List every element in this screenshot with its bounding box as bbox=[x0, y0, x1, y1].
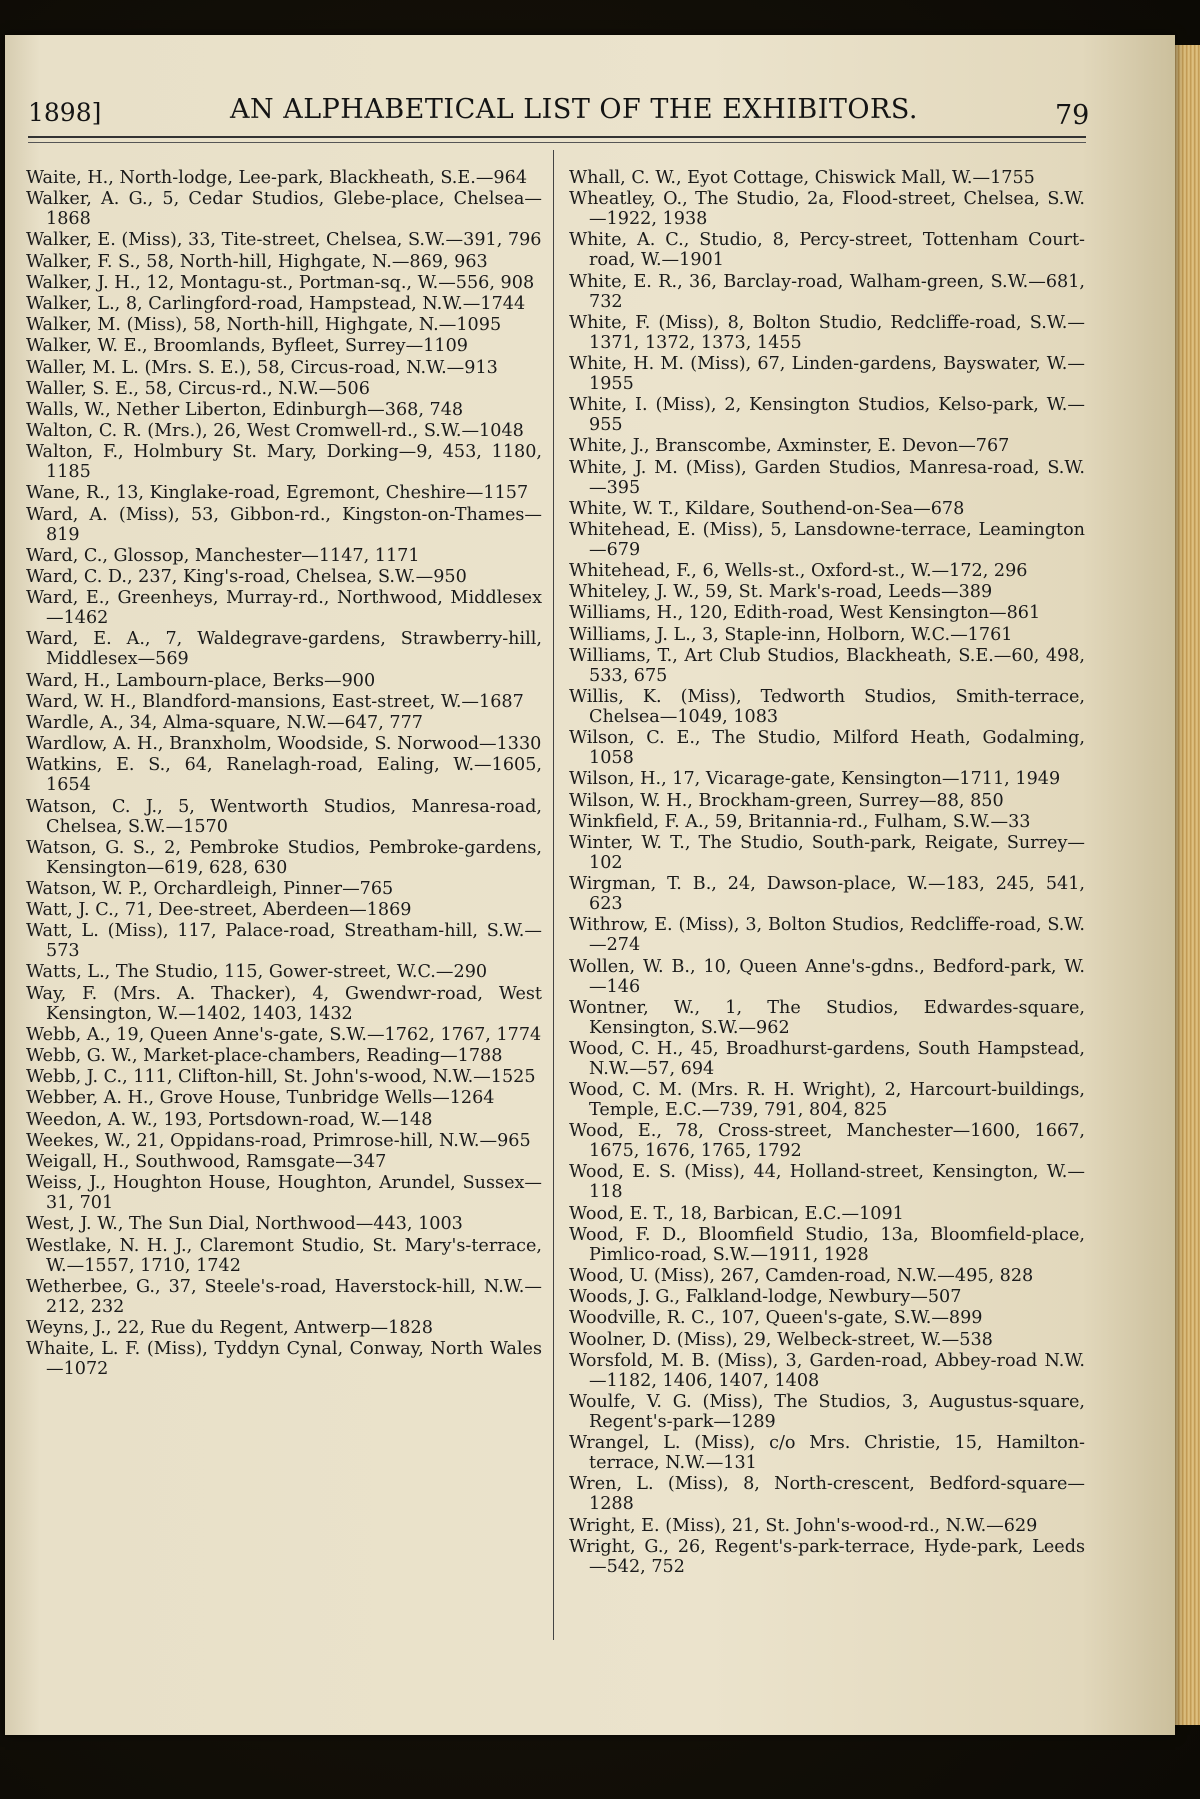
exhibitor-entry: Webb, A., 19, Queen Anne's-gate, S.W.—1762, 1767, 1774 bbox=[26, 1024, 542, 1045]
exhibitor-entry: Weekes, W., 21, Oppidans-road, Primrose-hill, N.W.—965 bbox=[26, 1130, 531, 1151]
exhibitor-entry: Weedon, A. W., 193, Portsdown-road, W.—148 bbox=[26, 1109, 433, 1130]
exhibitor-entry: Waite, H., North-lodge, Lee-park, Blackheath, S.E.—964 bbox=[26, 168, 528, 188]
exhibitor-entry: Woulfe, V. G. (Miss), The Studios, 3, Augustus-square, Regent's-park—1289 bbox=[569, 1391, 1085, 1432]
exhibitor-entry: Walker, E. (Miss), 33, Tite-street, Chelsea, S.W.—391, 796 bbox=[26, 230, 542, 251]
header-title: AN ALPHABETICAL LIST OF THE EXHIBITORS. bbox=[230, 94, 918, 125]
exhibitor-entry: White, A. C., Studio, 8, Percy-street, Tottenham Court-road, W.—1901 bbox=[569, 230, 1085, 271]
exhibitor-entry: Willis, K. (Miss), Tedworth Studios, Smith-terrace, Chelsea—1049, 1083 bbox=[569, 687, 1085, 727]
exhibitor-entry: Wright, G., 26, Regent's-park-terrace, Hyde-park, Leeds—542, 752 bbox=[569, 1536, 1085, 1577]
column-divider bbox=[553, 150, 554, 1640]
exhibitor-entry: Walker, J. H., 12, Montagu-st., Portman-sq., W.—556, 908 bbox=[26, 272, 535, 293]
exhibitor-entry: Wirgman, T. B., 24, Dawson-place, W.—183, 245, 541, 623 bbox=[569, 874, 1085, 915]
exhibitor-entry: Wright, E. (Miss), 21, St. John's-wood-rd., N.W.—629 bbox=[569, 1515, 1038, 1536]
exhibitor-entry: Winkfield, F. A., 59, Britannia-rd., Fulham, S.W.—33 bbox=[569, 811, 1031, 832]
exhibitor-entry: Watt, L. (Miss), 117, Palace-road, Streatham-hill, S.W.—573 bbox=[26, 921, 542, 962]
exhibitor-entry: Watson, G. S., 2, Pembroke Studios, Pembroke-gardens, Kensington—619, 628, 630 bbox=[26, 837, 542, 878]
exhibitor-entry: Wane, R., 13, Kinglake-road, Egremont, Cheshire—1157 bbox=[26, 483, 529, 504]
exhibitor-entry: Whitehead, F., 6, Wells-st., Oxford-st., W.—172, 296 bbox=[569, 561, 1028, 582]
exhibitor-entry: Weigall, H., Southwood, Ramsgate—347 bbox=[26, 1151, 387, 1172]
exhibitor-entry: Wood, C. H., 45, Broadhurst-gardens, South Hampstead, N.W.—57, 694 bbox=[569, 1038, 1085, 1079]
exhibitor-entry: White, E. R., 36, Barclay-road, Walham-green, S.W.—681, 732 bbox=[569, 271, 1085, 312]
exhibitor-entry: Walker, F. S., 58, North-hill, Highgate, N.—869, 963 bbox=[26, 251, 488, 272]
exhibitor-entry: Woolner, D. (Miss), 29, Welbeck-street, W.—538 bbox=[569, 1329, 993, 1350]
exhibitor-entry: West, J. W., The Sun Dial, Northwood—443, 1003 bbox=[26, 1214, 463, 1235]
exhibitor-entry: White, J., Branscombe, Axminster, E. Devon—767 bbox=[569, 436, 1010, 457]
exhibitor-entry: Worsfold, M. B. (Miss), 3, Garden-road, Abbey-road N.W.—1182, 1406, 1407, 1408 bbox=[569, 1350, 1085, 1391]
exhibitor-entry: Wilson, W. H., Brockham-green, Surrey—88, 850 bbox=[569, 790, 1004, 811]
exhibitor-entry: Wren, L. (Miss), 8, North-crescent, Bedford-square—1288 bbox=[569, 1474, 1085, 1515]
left-column bbox=[26, 168, 542, 1380]
exhibitor-entry: Wheatley, O., The Studio, 2a, Flood-street, Chelsea, S.W.—1922, 1938 bbox=[569, 189, 1085, 230]
exhibitor-entry: Whiteley, J. W., 59, St. Mark's-road, Leeds—389 bbox=[569, 582, 993, 603]
book-page-edge bbox=[1175, 45, 1200, 1725]
exhibitor-entry: Williams, J. L., 3, Staple-inn, Holborn, W.C.—1761 bbox=[569, 624, 1013, 645]
exhibitor-entry: Webb, G. W., Market-place-chambers, Reading—1788 bbox=[26, 1046, 503, 1066]
exhibitor-entry: Walker, A. G., 5, Cedar Studios, Glebe-place, Chelsea—1868 bbox=[26, 189, 542, 230]
exhibitor-entry: White, I. (Miss), 2, Kensington Studios, Kelso-park, W.—955 bbox=[569, 395, 1085, 436]
exhibitor-entry: Westlake, N. H. J., Claremont Studio, St. Mary's-terrace, W.—1557, 1710, 1742 bbox=[26, 1235, 542, 1276]
exhibitor-entry: Ward, A. (Miss), 53, Gibbon-rd., Kingston-on-Thames—819 bbox=[26, 504, 542, 545]
exhibitor-entry: Weyns, J., 22, Rue du Regent, Antwerp—1828 bbox=[26, 1317, 433, 1338]
exhibitor-entry: Wood, C. M. (Mrs. R. H. Wright), 2, Harcourt-buildings, Temple, E.C.—739, 791, 804, 825 bbox=[569, 1080, 1085, 1121]
exhibitor-entry: Wardlow, A. H., Branxholm, Woodside, S. Norwood—1330 bbox=[26, 734, 542, 755]
exhibitor-entry: Weiss, J., Houghton House, Houghton, Arundel, Sussex—31, 701 bbox=[26, 1173, 542, 1214]
exhibitor-entry: Wood, F. D., Bloomfield Studio, 13a, Bloomfield-place, Pimlico-road, S.W.—1911, 1928 bbox=[569, 1224, 1085, 1265]
page-header bbox=[20, 88, 1090, 132]
header-rule-thin bbox=[28, 142, 1086, 143]
exhibitor-entry: Waller, S. E., 58, Circus-rd., N.W.—506 bbox=[26, 378, 370, 399]
exhibitor-entry: Woodville, R. C., 107, Queen's-gate, S.W.—899 bbox=[569, 1308, 983, 1329]
header-rule bbox=[28, 136, 1086, 138]
exhibitor-entry: Watkins, E. S., 64, Ranelagh-road, Ealing, W.—1605, 1654 bbox=[26, 755, 542, 796]
exhibitor-entry: White, H. M. (Miss), 67, Linden-gardens, Bayswater, W.—1955 bbox=[569, 353, 1085, 394]
exhibitor-entry: Walker, M. (Miss), 58, North-hill, Highgate, N.—1095 bbox=[26, 315, 502, 336]
exhibitor-entry: Wilson, C. E., The Studio, Milford Heath, Godalming, 1058 bbox=[569, 728, 1085, 769]
exhibitor-entry: Ward, C., Glossop, Manchester—1147, 1171 bbox=[26, 545, 420, 566]
exhibitor-entry: Webber, A. H., Grove House, Tunbridge Wells—1264 bbox=[26, 1088, 495, 1109]
exhibitor-entry: Wilson, H., 17, Vicarage-gate, Kensington—1711, 1949 bbox=[569, 769, 1061, 790]
exhibitor-entry: Walton, C. R. (Mrs.), 26, West Cromwell-rd., S.W.—1048 bbox=[26, 421, 524, 442]
exhibitor-entry: White, F. (Miss), 8, Bolton Studio, Redcliffe-road, S.W.—1371, 1372, 1373, 1455 bbox=[569, 312, 1085, 353]
exhibitor-entry: Walton, F., Holmbury St. Mary, Dorking—9, 453, 1180, 1185 bbox=[26, 442, 542, 483]
exhibitor-entry: Waller, M. L. (Mrs. S. E.), 58, Circus-road, N.W.—913 bbox=[26, 357, 498, 378]
exhibitor-entry: Wood, E. S. (Miss), 44, Holland-street, Kensington, W.—118 bbox=[569, 1162, 1085, 1203]
exhibitor-entry: Ward, H., Lambourn-place, Berks—900 bbox=[26, 670, 376, 691]
header-year: 1898] bbox=[28, 98, 102, 127]
exhibitor-entry: White, J. M. (Miss), Garden Studios, Manresa-road, S.W.—395 bbox=[569, 457, 1085, 498]
exhibitor-entry: Whaite, L. F. (Miss), Tyddyn Cynal, Conway, North Wales—1072 bbox=[26, 1339, 542, 1380]
exhibitor-entry: Walls, W., Nether Liberton, Edinburgh—368, 748 bbox=[26, 399, 464, 420]
exhibitor-entry: Walker, W. E., Broomlands, Byfleet, Surrey—1109 bbox=[26, 336, 468, 357]
exhibitor-entry: Ward, E. A., 7, Waldegrave-gardens, Strawberry-hill, Middlesex—569 bbox=[26, 629, 542, 670]
exhibitor-entry: Ward, C. D., 237, King's-road, Chelsea, S.W.—950 bbox=[26, 567, 467, 587]
exhibitor-entry: Way, F. (Mrs. A. Thacker), 4, Gwendwr-road, West Kensington, W.—1402, 1403, 1432 bbox=[26, 983, 542, 1024]
exhibitor-entry: Winter, W. T., The Studio, South-park, Reigate, Surrey—102 bbox=[569, 832, 1085, 873]
exhibitor-entry: Watson, W. P., Orchardleigh, Pinner—765 bbox=[26, 878, 394, 899]
exhibitor-entry: Ward, E., Greenheys, Murray-rd., Northwood, Middlesex—1462 bbox=[26, 588, 542, 629]
exhibitor-entry: Walker, L., 8, Carlingford-road, Hampstead, N.W.—1744 bbox=[26, 293, 526, 314]
exhibitor-entry: Wood, U. (Miss), 267, Camden-road, N.W.—495, 828 bbox=[569, 1266, 1034, 1286]
exhibitor-entry: Wrangel, L. (Miss), c/o Mrs. Christie, 15, Hamilton-terrace, N.W.—131 bbox=[569, 1433, 1085, 1474]
exhibitor-entry: Williams, T., Art Club Studios, Blackheath, S.E.—60, 498, 533, 675 bbox=[569, 645, 1085, 686]
exhibitor-entry: Whall, C. W., Eyot Cottage, Chiswick Mall, W.—1755 bbox=[569, 168, 1035, 188]
exhibitor-entry: Webb, J. C., 111, Clifton-hill, St. John's-wood, N.W.—1525 bbox=[26, 1067, 536, 1088]
exhibitor-entry: Ward, W. H., Blandford-mansions, East-street, W.—1687 bbox=[26, 691, 524, 712]
exhibitor-entry: Watts, L., The Studio, 115, Gower-street, W.C.—290 bbox=[26, 962, 488, 983]
exhibitor-entry: Withrow, E. (Miss), 3, Bolton Studios, Redcliffe-road, S.W.—274 bbox=[569, 915, 1085, 956]
exhibitor-entry: Wetherbee, G., 37, Steele's-road, Haverstock-hill, N.W.—212, 232 bbox=[26, 1276, 542, 1317]
right-column bbox=[569, 168, 1085, 1578]
page-number: 79 bbox=[1055, 100, 1090, 131]
exhibitor-entry: Wollen, W. B., 10, Queen Anne's-gdns., Bedford-park, W.—146 bbox=[569, 956, 1085, 997]
exhibitor-entry: Whitehead, E. (Miss), 5, Lansdowne-terrace, Leamington—679 bbox=[569, 519, 1085, 560]
exhibitor-entry: Watt, J. C., 71, Dee-street, Aberdeen—1869 bbox=[26, 900, 412, 921]
exhibitor-entry: Wood, E. T., 18, Barbican, E.C.—1091 bbox=[569, 1203, 904, 1224]
exhibitor-entry: Watson, C. J., 5, Wentworth Studios, Manresa-road, Chelsea, S.W.—1570 bbox=[26, 796, 542, 837]
exhibitor-entry: Williams, H., 120, Edith-road, West Kensington—861 bbox=[569, 603, 1041, 624]
exhibitor-entry: White, W. T., Kildare, Southend-on-Sea—678 bbox=[569, 498, 965, 519]
exhibitor-entry: Wood, E., 78, Cross-street, Manchester—1600, 1667, 1675, 1676, 1765, 1792 bbox=[569, 1121, 1085, 1162]
exhibitor-entry: Woods, J. G., Falkland-lodge, Newbury—507 bbox=[569, 1287, 962, 1308]
exhibitor-entry: Wardle, A., 34, Alma-square, N.W.—647, 777 bbox=[26, 712, 423, 733]
exhibitor-entry: Wontner, W., 1, The Studios, Edwardes-square, Kensington, S.W.—962 bbox=[569, 997, 1085, 1038]
